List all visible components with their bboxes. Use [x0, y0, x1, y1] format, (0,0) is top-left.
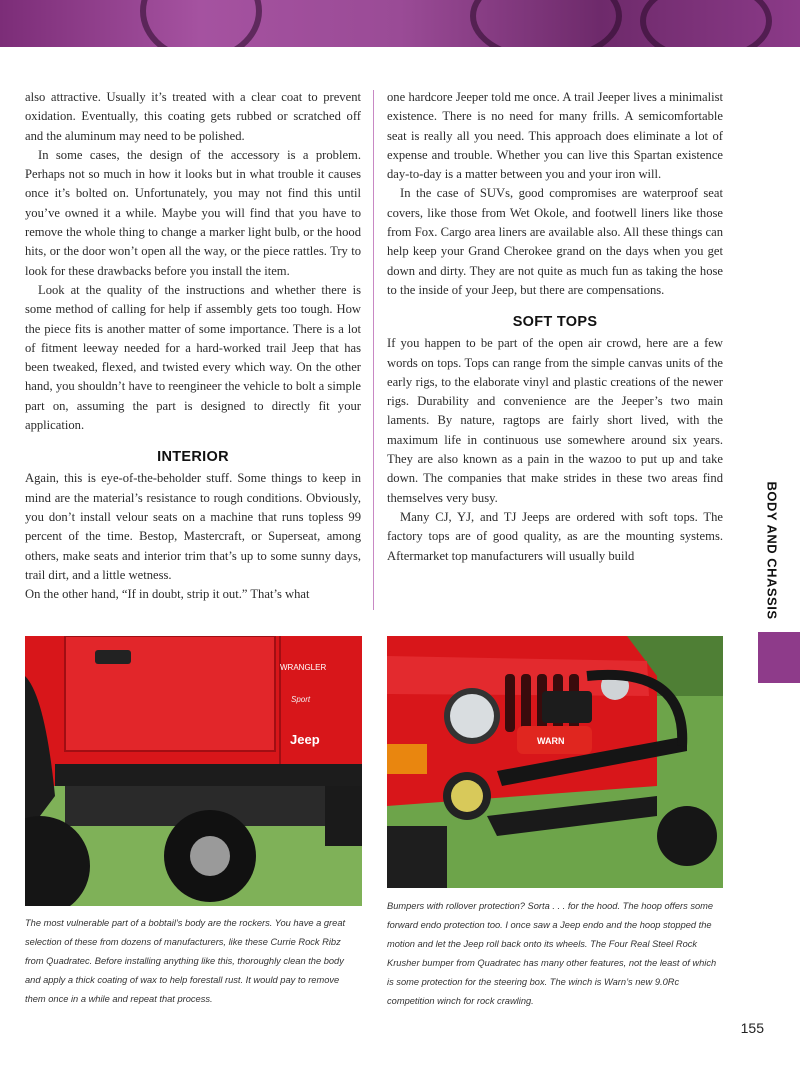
side-tab-label: BODY AND CHASSIS [764, 480, 780, 620]
decal-model-text: WRANGLER [280, 663, 327, 672]
heading-interior: INTERIOR [157, 449, 229, 466]
photo-jeep-bumper-winch [387, 636, 723, 888]
interior-paragraph-1: Again, this is eye-of-the-beholder stuff. Some things to keep in mind are the material’s resistance to rough conditions. Obviously, you don’t install velour seats on a machine that runs topless 99 percent of the time. Bestop, Mastercraft, or Superseat, among others, make seats and interior trim that’s up to some sunny days, trail dirt, and a little wetness. [25, 471, 361, 582]
left-paragraph-1: also attractive. Usually it’s treated with a clear coat to prevent oxidation. Eventually, this coating gets rubbed or scratched off and the aluminum may need to be polished. [25, 90, 361, 143]
banner-headlight-shape [140, 0, 262, 47]
section-side-tab [757, 470, 787, 630]
right-paragraph-2: In the case of SUVs, good compromises are waterproof seat covers, like those from Wet Okole, and footwell liners like those from Fox. Cargo area liners are available also. All these things can help keep your Grand Cherokee grand on the days when you get down and dirty. They are not quite as much fun as taking the hose to the inside of your Jeep, but there are compensations. [387, 186, 723, 297]
left-paragraph-3: Look at the quality of the instructions and whether there is some method of calling for help if assembly gets too tough. How the piece fits is another matter of some importance. There is a lot of fitment leeway needed for a hard-worked trail Jeep that has been tweaked, flexed, and twisted every which way. On the other hand, you shouldn’t have to reengineer the vehicle to bolt a simple part on, assuming the part is designed to directly fit your application. [25, 282, 361, 433]
photo-jeep-bumper-illustration [387, 636, 723, 888]
page-number: 155 [740, 1020, 764, 1036]
soft-tops-paragraph-2: Many CJ, YJ, and TJ Jeeps are ordered with soft tops. The factory tops are of good quality, as are the mounting systems. Aftermarket top manufacturers will usually build [387, 509, 723, 563]
column-divider [373, 90, 374, 610]
right-paragraph-1: one hardcore Jeeper told me once. A trail Jeeper lives a minimalist existence. There is no need for many frills. A semicomfortable seat is really all you need. This approach does eliminate a lot of expense and trouble. Whether you can live this Spartan existence day-to-day is a matter between you and your iron will. [387, 90, 723, 182]
right-text-column [387, 88, 723, 566]
photo-jeep-rockers [25, 636, 362, 906]
left-paragraph-2: In some cases, the design of the accessory is a problem. Perhaps not so much in how it looks but in what trouble it causes once it’s bolted on. Unfortunately, you may not find this until you’ve owned it a while. Maybe you will find that you have to remove the whole thing to change a marker light bulb, or the hood hits, or the door won’t open all the way, or the piece rattles. Try to look for these drawbacks before you install the item. [25, 147, 361, 278]
photo-jeep-rockers-illustration [25, 636, 362, 906]
winch-label-text: WARN [537, 736, 565, 746]
soft-tops-paragraph-1: If you happen to be part of the open air crowd, here are a few words on tops. Tops can range from the simple canvas units of the early rigs, to the elaborate vinyl and plastic creations of the newer rigs. Durability and convenience are the Jeeper’s two main laments. By nature, ragtops are fairly short lived, with the maximum life in continuous use somewhere around six years. They are also known as a pain in the wazoo to put up and take down. The companies that make strides in these two areas find themselves very busy. [387, 336, 723, 505]
top-banner-image [0, 0, 800, 47]
interior-paragraph-2: On the other hand, “If in doubt, strip it out.” That’s what [25, 587, 310, 602]
left-text-column [25, 88, 361, 604]
banner-bumper-shape [640, 0, 772, 47]
banner-wheel-shape [470, 0, 622, 47]
side-tab-color-block [758, 632, 800, 683]
caption-rockers: The most vulnerable part of a bobtail’s body are the rockers. You have a great selection of these from dozens of manufacturers, like these Currie Rock Ribz from Quadratec. Before installing anything like this, thoroughly clean the body and apply a thick coating of wax to help forestall rust. It would pay to remove them once in a while and repeat that process. [25, 918, 346, 1004]
caption-bumper: Bumpers with rollover protection? Sorta . . . for the hood. The hoop offers some forward endo protection too. I once saw a Jeep endo and the hoop stopped the motion and let the Jeep roll back onto its wheels. The Four Real Steel Rock Krusher bumper from Quadratec has many other features, not the least of which is some protection for the steering box. The winch is Warn’s new 9.0Rc competition winch for rock crawling. [387, 901, 717, 1006]
heading-soft-tops: SOFT TOPS [512, 314, 598, 331]
decal-brand-text: Jeep [290, 732, 320, 747]
decal-badge-text: Sport [291, 695, 311, 704]
